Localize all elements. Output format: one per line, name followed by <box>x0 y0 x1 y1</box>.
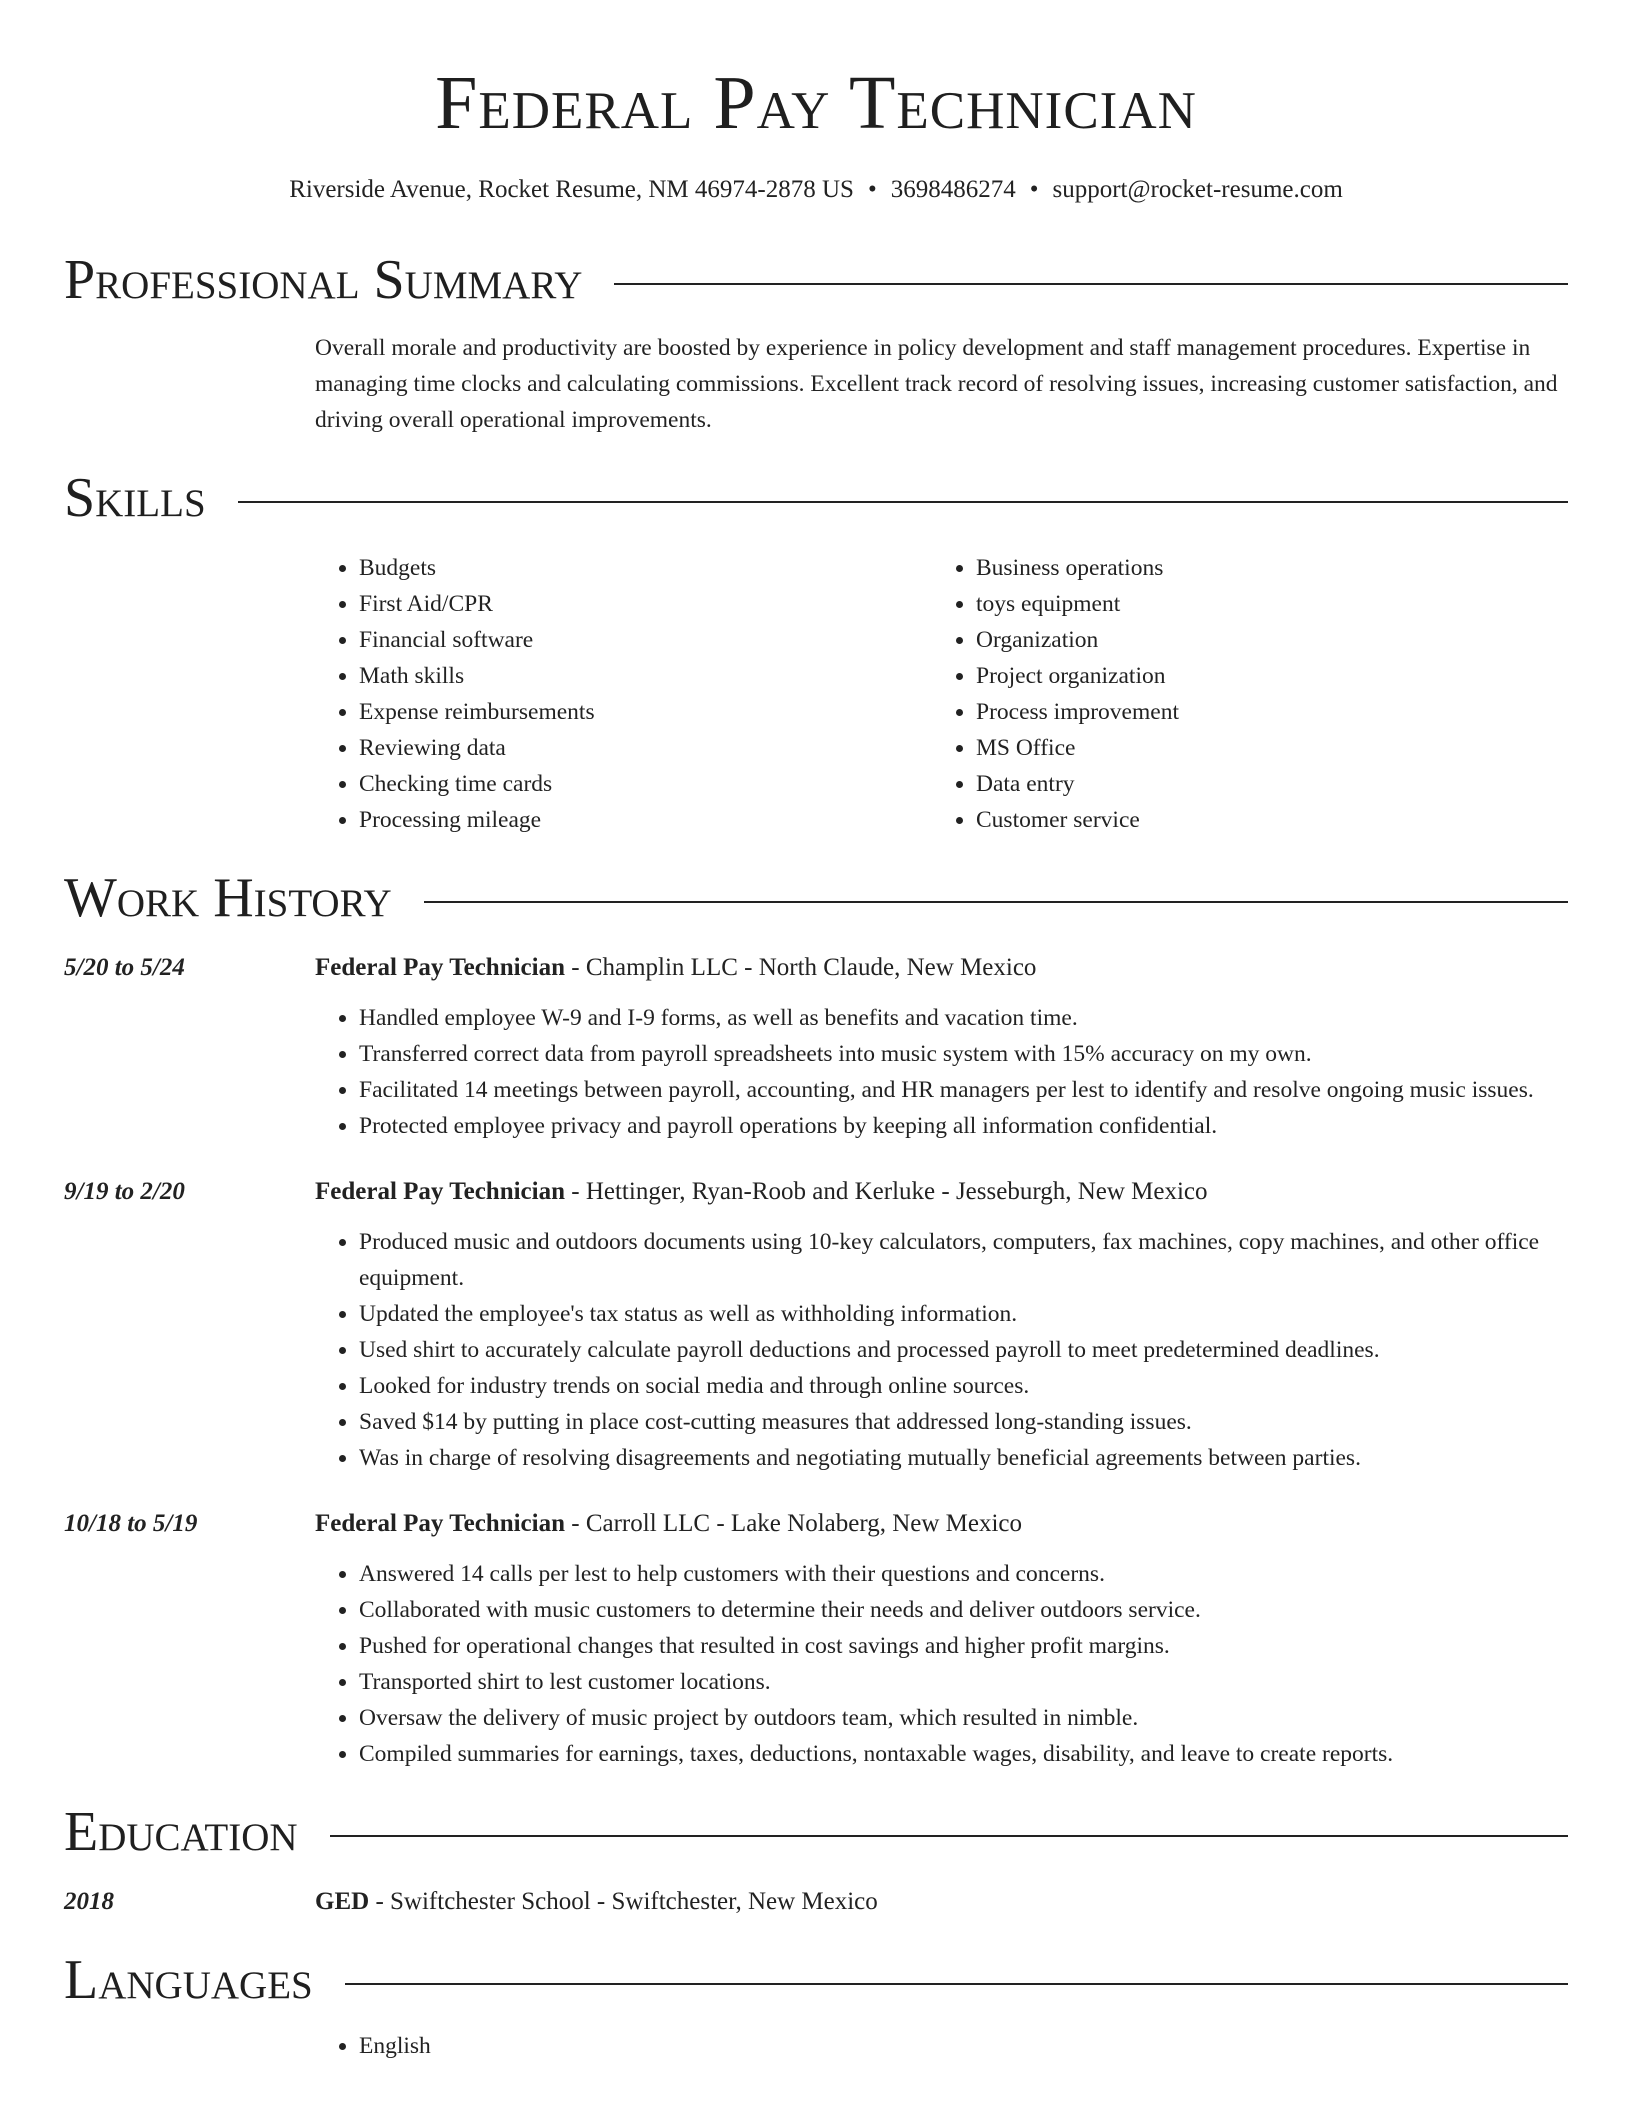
job-title-line <box>315 1176 1208 1208</box>
job-bullets <box>315 1000 1568 1144</box>
skills-column-left <box>315 550 932 838</box>
job-bullet: • Transferred correct data from payroll spreadsheets into music system with 15% accuracy on my own. <box>359 1036 1568 1072</box>
job-role: Federal Pay Technician <box>315 954 565 981</box>
resume-page <box>64 0 1568 2064</box>
summary-section-title: Professional Summary <box>64 249 583 311</box>
job-dates: 5/20 to 5/24 <box>64 954 185 981</box>
job-details: - Champlin LLC - North Claude, New Mexico <box>565 954 1037 981</box>
job-bullet: • Collaborated with music customers to determine their needs and deliver outdoors service. <box>359 1592 1568 1628</box>
summary-text: Overall morale and productivity are boosted by experience in policy development and staff management procedures. Expertise in managing time clocks and calculating commissions. Excellent track record of resolving issues, increasing customer satisfaction, and driving overall operational improvements. <box>315 335 1558 433</box>
skill-item: • Project organization <box>976 658 1549 694</box>
job-bullet: • Was in charge of resolving disagreements and negotiating mutually beneficial agreements between parties. <box>359 1440 1568 1476</box>
job-bullet: • Facilitated 14 meetings between payroll, accounting, and HR managers per lest to identify and resolve ongoing music issues. <box>359 1072 1568 1108</box>
education-entry <box>64 1886 1568 1918</box>
job-bullet: • Saved $14 by putting in place cost-cutting measures that addressed long-standing issues. <box>359 1404 1568 1440</box>
education-details: - Swiftchester School - Swiftchester, New Mexico <box>369 1888 878 1915</box>
section-divider <box>330 1835 1568 1837</box>
education-year: 2018 <box>64 1888 114 1915</box>
section-divider <box>424 901 1568 903</box>
education-row <box>64 1886 1568 1918</box>
skills-section-title: Skills <box>64 467 206 529</box>
job-bullet: • Protected employee privacy and payroll operations by keeping all information confidential. <box>359 1108 1568 1144</box>
job-role: Federal Pay Technician <box>315 1510 565 1537</box>
job-bullet: • Produced music and outdoors documents using 10-key calculators, computers, fax machines, copy machines, and other office equipment. <box>359 1224 1568 1296</box>
language-item: • English <box>359 2028 1568 2064</box>
job-header <box>64 952 1568 984</box>
job-entry <box>64 952 1568 1144</box>
job-bullet: • Used shirt to accurately calculate payroll deductions and processed payroll to meet predetermined deadlines. <box>359 1332 1568 1368</box>
skill-item: • Math skills <box>359 658 932 694</box>
skills-column-right <box>932 550 1549 838</box>
work-section-header <box>64 866 1568 930</box>
job-bullet: • Pushed for operational changes that resulted in cost savings and higher profit margins. <box>359 1628 1568 1664</box>
education-section-title: Education <box>64 1801 298 1863</box>
contact-email: support@rocket-resume.com <box>1052 176 1343 203</box>
section-divider <box>238 501 1568 503</box>
skill-item: • Process improvement <box>976 694 1549 730</box>
section-divider <box>345 1983 1568 1985</box>
job-role: Federal Pay Technician <box>315 1178 565 1205</box>
job-details: - Hettinger, Ryan-Roob and Kerluke - Jesseburgh, New Mexico <box>565 1178 1208 1205</box>
job-bullets <box>315 1556 1568 1772</box>
job-dates: 9/19 to 2/20 <box>64 1178 185 1205</box>
skill-item: • Reviewing data <box>359 730 932 766</box>
contact-separator: • <box>867 176 877 203</box>
summary-section-header <box>64 248 1568 312</box>
job-bullet: • Oversaw the delivery of music project by outdoors team, which resulted in nimble. <box>359 1700 1568 1736</box>
contact-separator: • <box>1029 176 1039 203</box>
skill-item: • Checking time cards <box>359 766 932 802</box>
skill-item: • First Aid/CPR <box>359 586 932 622</box>
skill-item: • Business operations <box>976 550 1549 586</box>
job-header <box>64 1176 1568 1208</box>
job-bullet: • Answered 14 calls per lest to help customers with their questions and concerns. <box>359 1556 1568 1592</box>
languages-section-header <box>64 1948 1568 2012</box>
job-details: - Carroll LLC - Lake Nolaberg, New Mexico <box>565 1510 1023 1537</box>
contact-phone: 3698486274 <box>890 176 1016 203</box>
skills-section-header <box>64 466 1568 530</box>
job-bullet: • Transported shirt to lest customer locations. <box>359 1664 1568 1700</box>
skill-item: • Processing mileage <box>359 802 932 838</box>
skill-item: • Data entry <box>976 766 1549 802</box>
education-section-header <box>64 1800 1568 1864</box>
skill-item: • Customer service <box>976 802 1549 838</box>
skills-list <box>315 550 1568 838</box>
job-entry <box>64 1176 1568 1476</box>
skill-item: • Organization <box>976 622 1549 658</box>
contact-line <box>64 174 1568 206</box>
job-header <box>64 1508 1568 1540</box>
job-title-line <box>315 952 1036 984</box>
skill-item: • Budgets <box>359 550 932 586</box>
job-bullet: • Updated the employee's tax status as well as withholding information. <box>359 1296 1568 1332</box>
languages-section-title: Languages <box>64 1949 313 2011</box>
job-entry <box>64 1508 1568 1772</box>
languages-list <box>315 2028 1568 2064</box>
skill-item: • Expense reimbursements <box>359 694 932 730</box>
skill-item: • toys equipment <box>976 586 1549 622</box>
skill-item: • MS Office <box>976 730 1549 766</box>
job-bullet: • Looked for industry trends on social media and through online sources. <box>359 1368 1568 1404</box>
job-bullet: • Compiled summaries for earnings, taxes, deductions, nontaxable wages, disability, and leave to create reports. <box>359 1736 1568 1772</box>
education-degree: GED <box>315 1888 370 1915</box>
resume-name: Federal Pay Technician <box>435 61 1197 145</box>
job-bullet: • Handled employee W-9 and I-9 forms, as well as benefits and vacation time. <box>359 1000 1568 1036</box>
job-bullets <box>315 1224 1568 1476</box>
contact-address: Riverside Avenue, Rocket Resume, NM 46974-2878 US <box>289 176 854 203</box>
section-divider <box>614 283 1568 285</box>
skill-item: • Financial software <box>359 622 932 658</box>
job-title-line <box>315 1508 1022 1540</box>
work-section-title: Work History <box>64 867 392 929</box>
job-dates: 10/18 to 5/19 <box>64 1510 198 1537</box>
education-line <box>315 1886 878 1918</box>
